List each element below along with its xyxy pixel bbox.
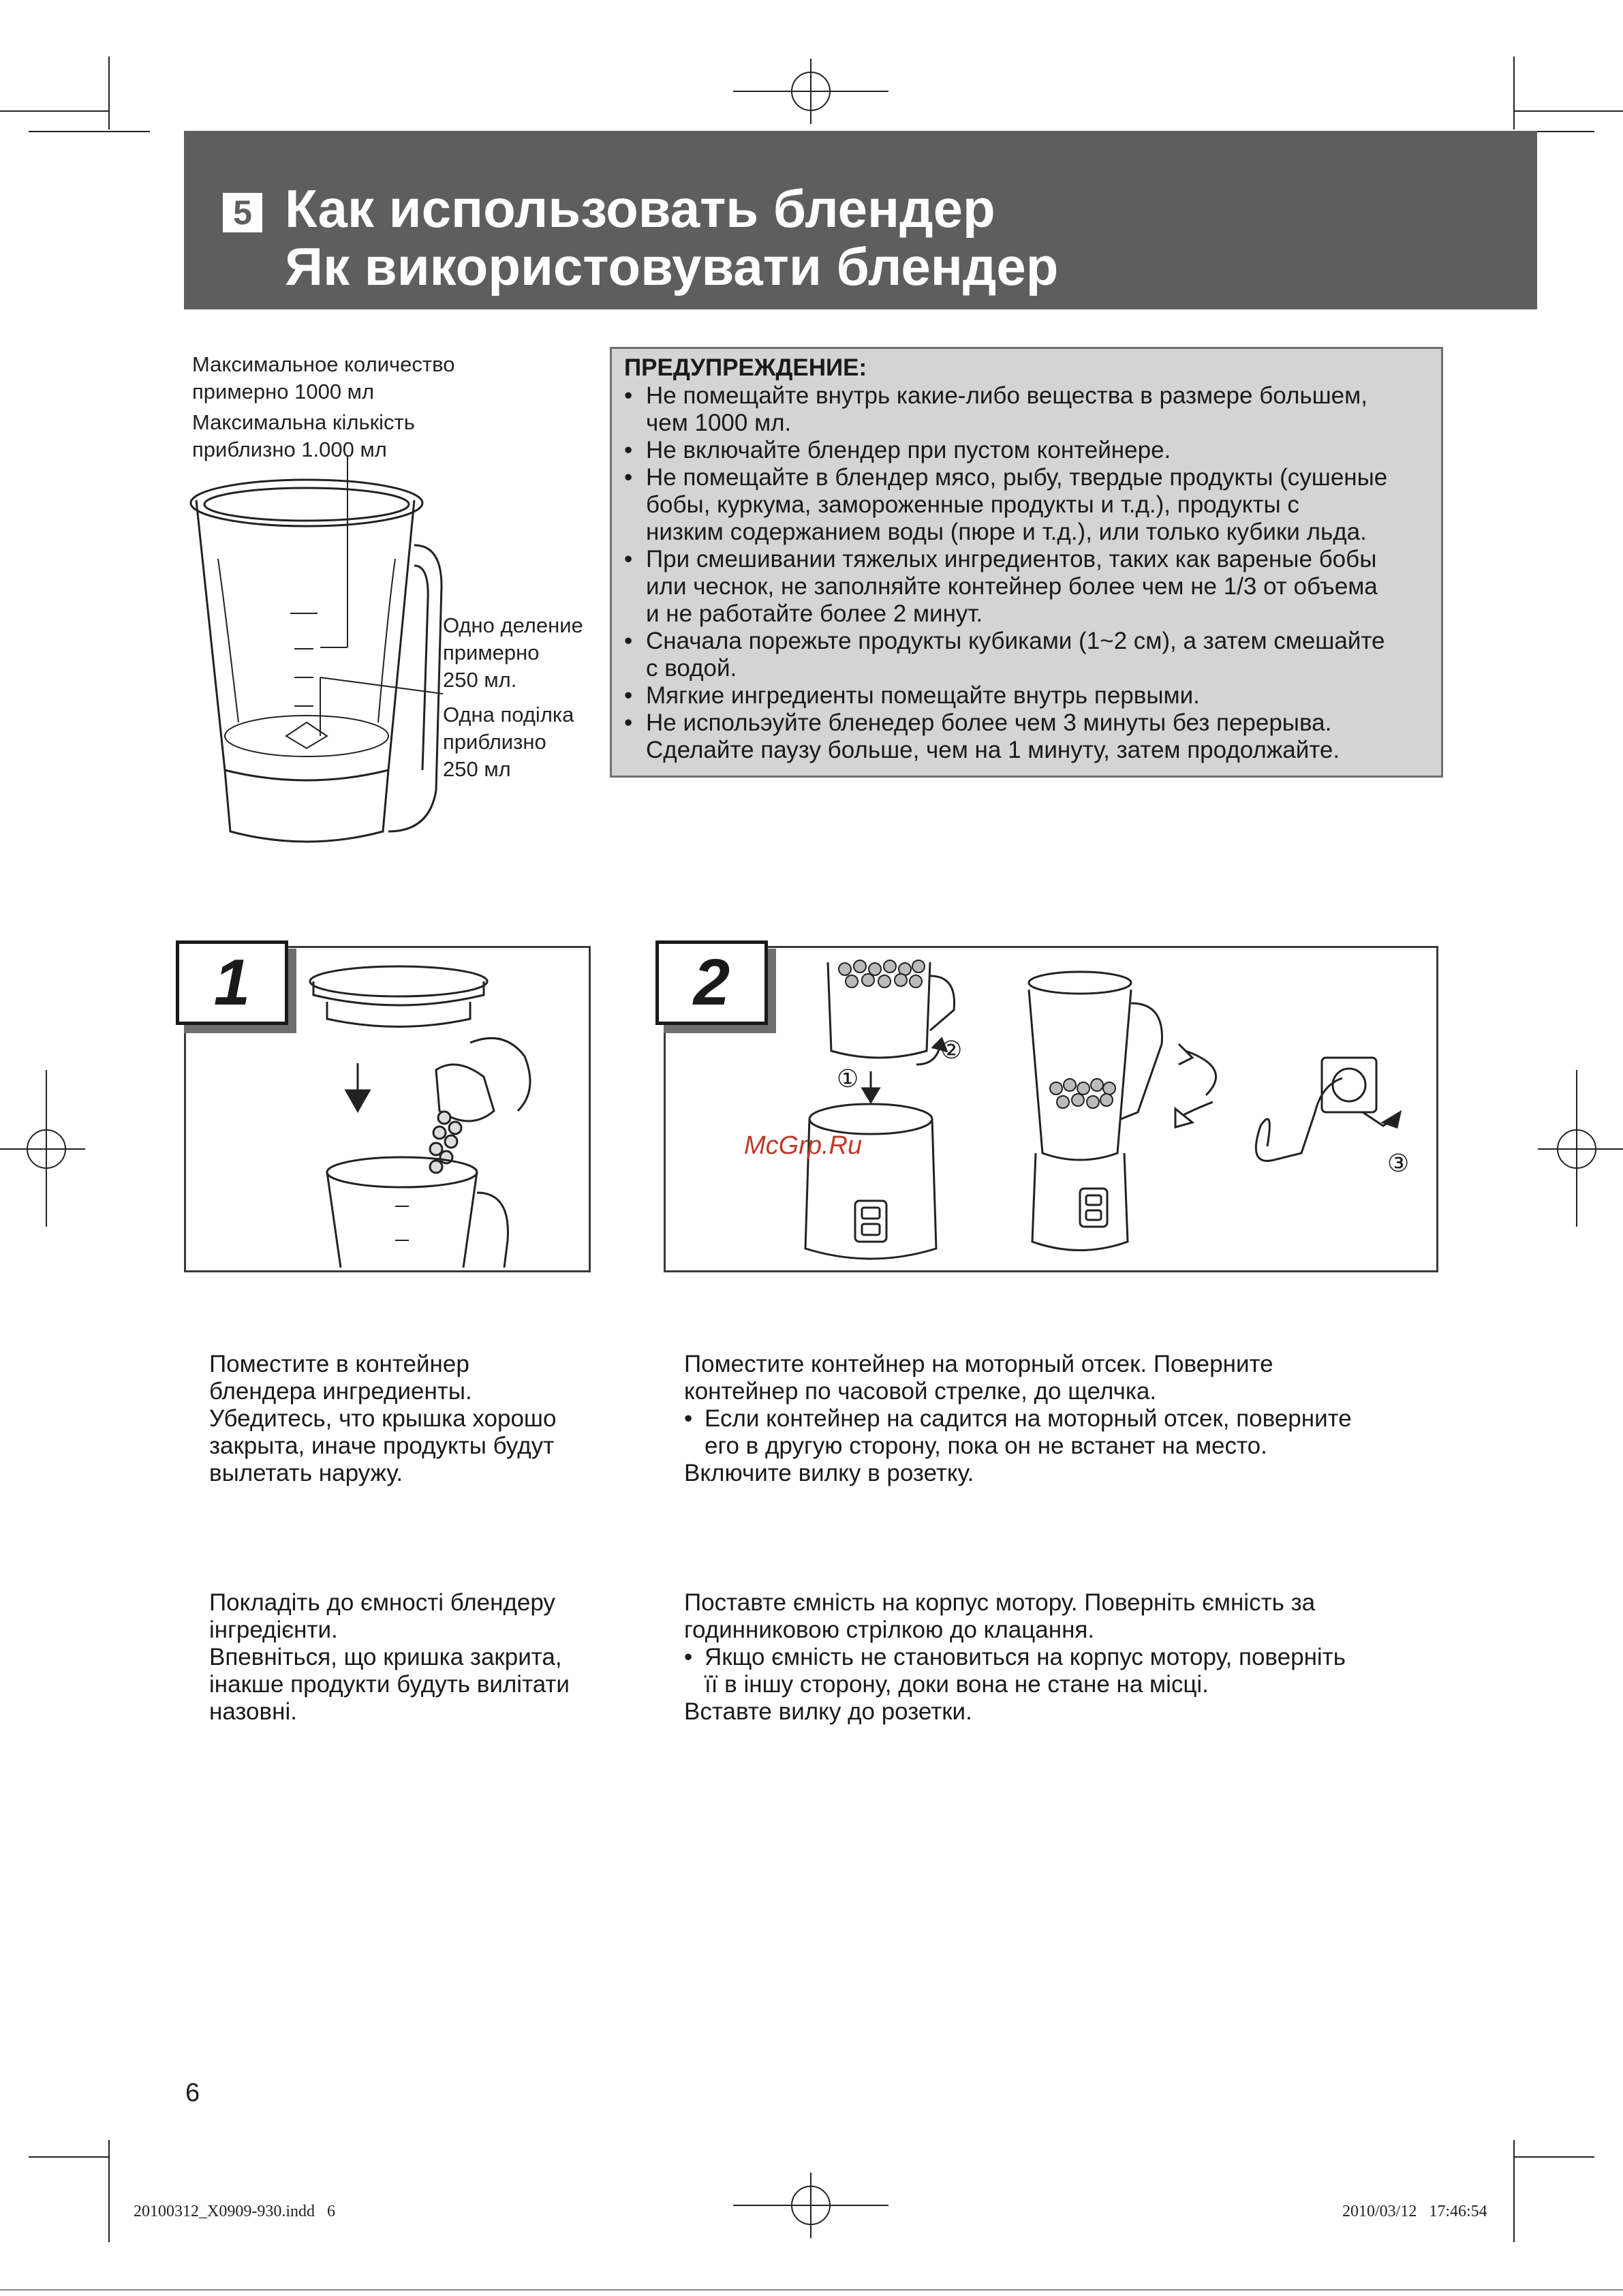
footer-file-name: 20100312_X0909-930.indd 6	[134, 2203, 335, 2220]
watermark: McGrp.Ru	[744, 1131, 863, 1160]
footer-timestamp: 2010/03/12 17:46:54	[1342, 2203, 1487, 2220]
step-2-uk-line: Поставте ємність на корпус мотору. Поверніть ємність за годинниковою стрілкою до клацання.	[684, 1589, 1316, 1643]
warning-list	[624, 382, 1442, 764]
step-2-illustration	[797, 949, 1438, 1269]
step-2-uk-bullet: • Якщо ємність не становиться на корпус мотору, поверніть її в іншу сторону, доки вона не стане на місці.	[684, 1644, 1447, 1698]
callout-3: ③	[1387, 1149, 1410, 1177]
warning-item: • Сначала порежьте продукты кубиками (1~2 см), а затем смешайте с водой.	[624, 628, 1442, 682]
step-2-ru-line: Включите вилку в розетку.	[684, 1460, 974, 1486]
callout-2: ②	[940, 1036, 963, 1064]
blender-jar-illustration	[184, 450, 457, 872]
step-2-ru-bullet: • Если контейнер на садится на моторный отсек, поверните его в другую сторону, пока он не встанет на место.	[684, 1405, 1447, 1460]
warning-item: • Не помещайте внутрь какие-либо вещества в размере большем, чем 1000 мл.	[624, 382, 1442, 437]
warning-item: • Мягкие ингредиенты помещайте внутрь первыми.	[624, 682, 1442, 709]
step-1-badge: 1	[176, 940, 288, 1025]
warning-item: • При смешивании тяжелых ингредиентов, таких как вареные бобы или чеснок, не заполняйте контейнер более чем не 1/3 от объема и не работайте более 2 минут.	[624, 546, 1442, 628]
step-1-text-uk: Покладіть до ємності блендеру інгредієнти. Впевніться, що кришка закрита, інакше продукти будуть вилітати назовні.	[209, 1589, 570, 1725]
page-title-uk: Як використовувати блендер	[285, 236, 1059, 296]
warning-item: • Не включайте блендер при пустом контейнере.	[624, 437, 1442, 464]
step-2-badge: 2	[655, 940, 768, 1025]
warning-item: • Не помещайте в блендер мясо, рыбу, твердые продукты (сушеные бобы, куркума, замороженные продукты и т.д.), продукты с низким содержанием воды (пюре и т.д.), или только кубики льда.	[624, 464, 1442, 546]
step-2-text-ru	[684, 1351, 1447, 1487]
step-2-uk-line: Вставте вилку до розетки.	[684, 1698, 972, 1725]
max-capacity-label-uk: Максимальна кількість приблизно 1.000 мл	[192, 410, 415, 461]
warning-item: • Не испольэуйте бленедер более чем 3 минуты без перерыва. Сделайте паузу больше, чем на 1 минуту, затем продолжайте.	[624, 709, 1442, 764]
page-number: 6	[185, 2079, 200, 2107]
warning-title: ПРЕДУПРЕЖДЕНИЕ:	[624, 354, 867, 381]
step-1-text-ru: Поместите в контейнер блендера ингредиенты. Убедитесь, что крышка хорошо закрыта, иначе продукты будут вылетать наружу.	[209, 1351, 557, 1486]
page-title-ru: Как использовать блендер	[285, 179, 995, 239]
division-label-ru: Одно деление примерно 250 мл.	[443, 613, 583, 692]
step-1-illustration	[300, 954, 586, 1268]
step-2-text-uk	[684, 1589, 1447, 1726]
section-number-badge: 5	[223, 193, 262, 232]
callout-1: ①	[837, 1065, 859, 1092]
division-label-uk: Одна поділка приблизно 250 мл	[443, 703, 574, 781]
step-2-ru-line: Поместите контейнер на моторный отсек. Поверните контейнер по часовой стрелке, до щелчка.	[684, 1351, 1273, 1405]
max-capacity-label-ru: Максимальное количество примерно 1000 мл	[192, 352, 455, 403]
